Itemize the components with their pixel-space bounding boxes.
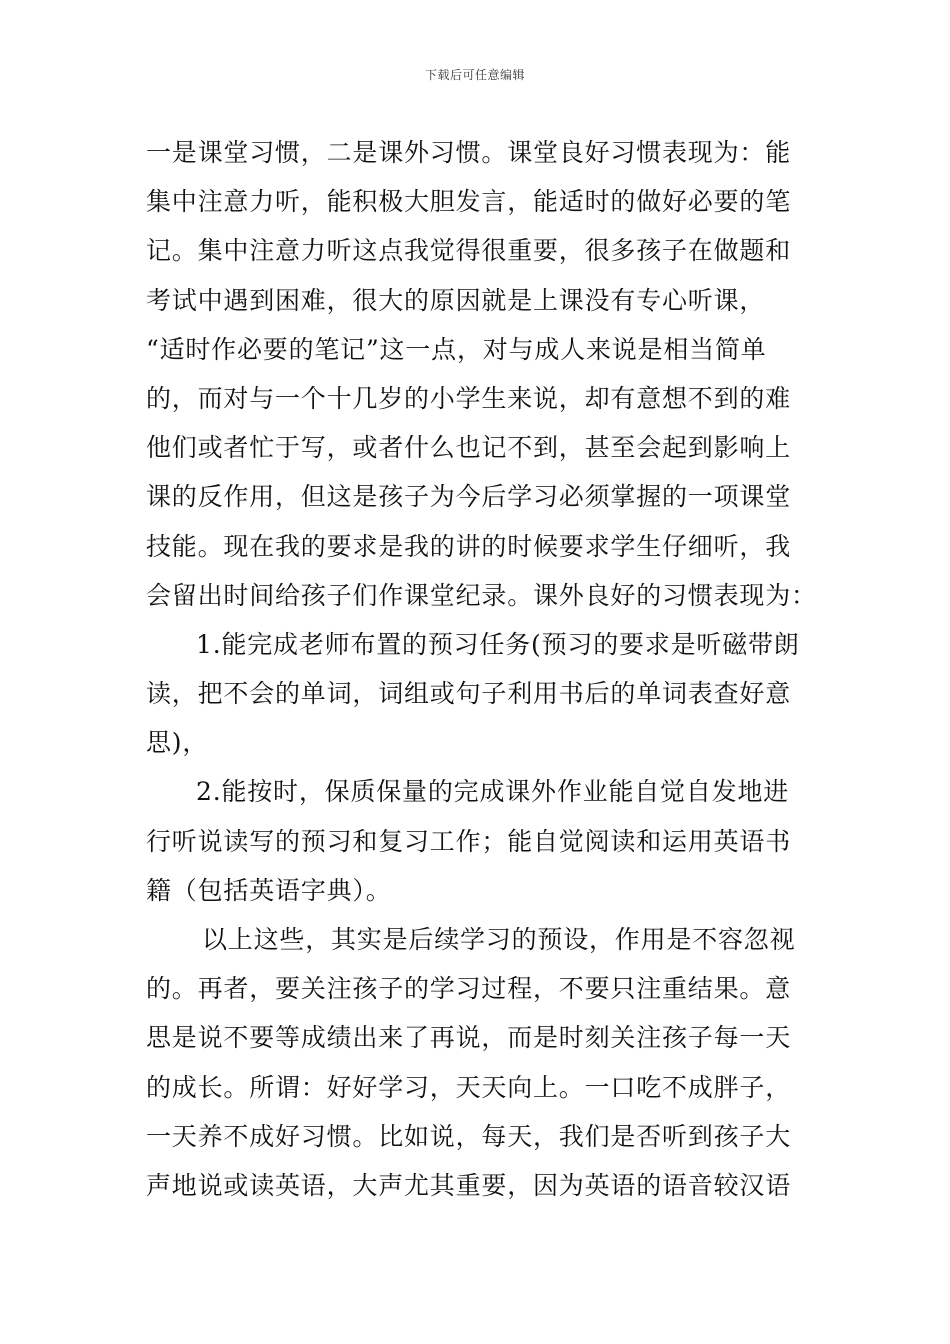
text-line: 思是说不要等成绩出来了再说，而是时刻关注孩子每一天: [146, 1023, 792, 1053]
body-text: [146, 128, 817, 1210]
text-line: 课的反作用，但这是孩子为今后学习必须掌握的一项课堂: [146, 482, 792, 512]
text-line: 以上这些，其实是后续学习的预设，作用是不容忽视: [202, 925, 796, 954]
text-line: 的成长。所谓：好好学习，天天向上。一口吃不成胖子，: [146, 1072, 792, 1102]
text-line: 一是课堂习惯，二是课外习惯。课堂良好习惯表现为：能: [146, 138, 792, 167]
text-line: 思)，: [146, 728, 209, 758]
text-line: 的，而对与一个十几岁的小学生来说，却有意想不到的难: [146, 383, 792, 413]
text-line: 记。集中注意力听这点我觉得很重要，很多孩子在做题和: [146, 236, 792, 266]
text-line: 会留出时间给孩子们作课堂纪录。课外良好的习惯表现为：: [146, 580, 817, 610]
text-line: 行听说读写的预习和复习工作；能自觉阅读和运用英语书: [146, 826, 792, 856]
text-line: 考试中遇到困难，很大的原因就是上课没有专心听课，: [146, 285, 766, 315]
text-line: 集中注意力听，能积极大胆发言，能适时的做好必要的笔: [146, 187, 792, 217]
text-line: 声地说或读英语，大声尤其重要，因为英语的语音较汉语: [146, 1170, 792, 1200]
text-line: 1.能完成老师布置的预习任务(预习的要求是听磁带朗: [196, 629, 800, 659]
text-line: “适时作必要的笔记”这一点，对与成人来说是相当简单: [146, 334, 767, 364]
page-header: 下载后可任意编辑: [424, 68, 525, 82]
text-line: 一天养不成好习惯。比如说，每天，我们是否听到孩子大: [146, 1121, 792, 1151]
text-line: 技能。现在我的要求是我的讲的时候要求学生仔细听，我: [146, 531, 792, 561]
text-line: 2.能按时，保质保量的完成课外作业能自觉自发地进: [196, 777, 790, 807]
text-line: 读，把不会的单词，词组或句子利用书后的单词表查好意: [146, 679, 792, 709]
text-line: 籍（包括英语字典）。: [146, 875, 392, 905]
text-line: 的。再者，要关注孩子的学习过程，不要只注重结果。意: [146, 974, 792, 1004]
text-line: 他们或者忙于写，或者什么也记不到，甚至会起到影响上: [146, 433, 792, 463]
